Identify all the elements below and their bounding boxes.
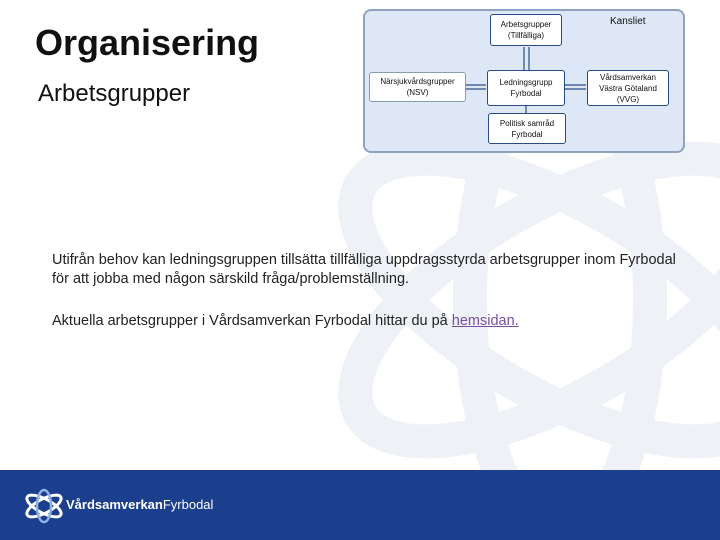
footer-brand-name [66,497,213,512]
homepage-link[interactable]: hemsidan. [451,313,519,329]
org-node-line: Arbetsgrupper [500,20,552,29]
body-paragraph-2 [52,312,692,331]
body-text [52,251,692,354]
org-node-line: Fyrbodal [511,129,543,139]
org-node-arbetsgrupper [490,14,562,46]
org-node-ledningsgrupp [487,70,565,106]
slide-subtitle: Arbetsgrupper [38,80,191,107]
footer-brand-bold: Vårdsamverkan [66,497,163,512]
org-node-line: Västra Götaland [599,83,657,93]
org-node-line: Fyrbodal [510,89,542,98]
org-node-line: (VVG) [616,94,640,104]
org-node-narsjukvardsgrupper [369,72,466,102]
org-node-line: Närsjukvårdsgrupper [380,77,455,86]
org-label-kansliet: Kansliet [610,16,646,27]
footer-bar [0,470,720,540]
slide-title: Organisering [35,22,260,63]
body-paragraph-1: Utifrån behov kan ledningsgruppen tillsätta tillfälliga uppdragsstyrda arbetsgrupper inom Fyrbodal för att jobba med någon särskild fråga/problemställning. [52,252,676,287]
org-node-line: Politisk samråd [499,118,555,128]
org-node-line: (Tillfälliga) [507,31,545,40]
atom-swirl-icon [22,487,66,525]
body-paragraph-2-text: Aktuella arbetsgrupper i Vårdsamverkan Fyrbodal hittar du på [52,313,452,329]
org-node-line: (NSV) [406,88,429,97]
footer-brand-regular: Fyrbodal [162,497,214,512]
org-node-line: Ledningsgrupp [499,78,553,87]
org-node-vardsamverkan-vg [587,70,669,106]
org-node-line: Vårdsamverkan [599,72,657,82]
org-node-politisk-samrad [488,113,566,144]
